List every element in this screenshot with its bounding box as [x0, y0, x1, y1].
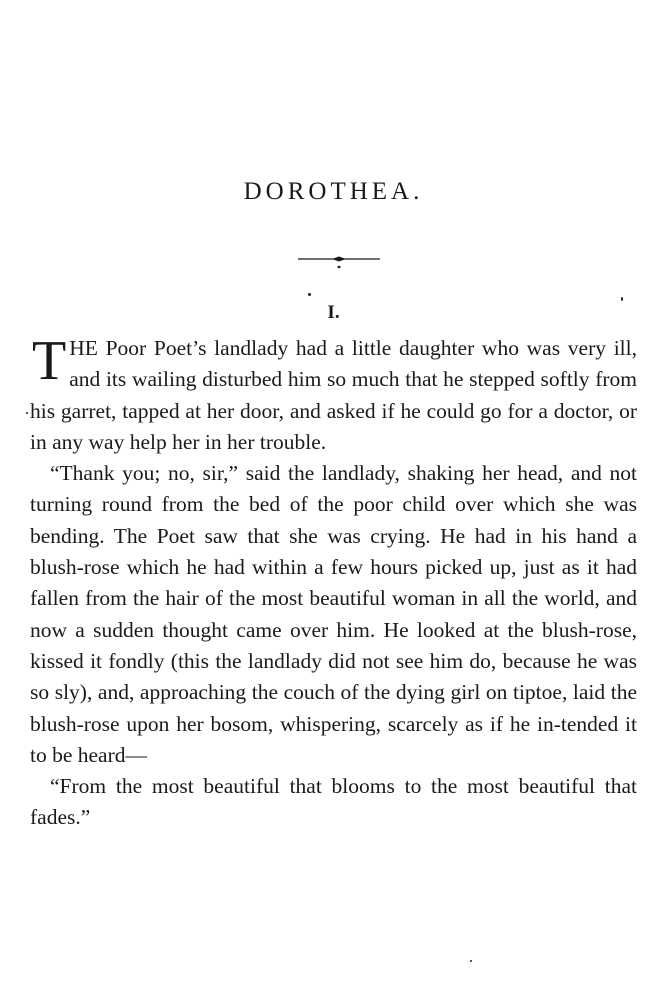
body-text	[30, 330, 637, 834]
paragraph-1-text: HE Poor Poet’s landlady had a little daughter who was very ill, and its wailing disturbed him so much that he stepped softly from his garret, tapped at her door, and asked if he could go for a doctor, or in any way help her in her trouble.	[30, 336, 637, 454]
print-speck	[621, 297, 623, 301]
print-speck	[26, 412, 28, 414]
divider-ornament-icon	[298, 253, 380, 275]
chapter-title: DOROTHEA.	[243, 178, 424, 205]
paragraph-1	[30, 330, 637, 458]
section-numeral: I.	[327, 302, 340, 323]
print-speck	[470, 960, 472, 962]
drop-cap: T	[32, 330, 67, 392]
paragraph-2: “Thank you; no, sir,” said the landlady, shaking her head, and not turning round from the bed of the poor child over which she was bending. The Poet saw that she was crying. He had in his hand a blush-rose which he had within a few hours picked up, just as it had fallen from the hair of the most beautiful woman in all the world, and now a sudden thought came over him. He looked at the blush-rose, kissed it fondly (this the landlady did not see him do, because he was so sly), and, approaching the couch of the dying girl on tiptoe, laid the blush-rose upon her bosom, whispering, scarcely as if he in-tended it to be heard—	[30, 461, 637, 767]
print-speck	[308, 293, 311, 296]
paragraph-3: “From the most beautiful that blooms to the most beautiful that fades.”	[30, 774, 637, 830]
